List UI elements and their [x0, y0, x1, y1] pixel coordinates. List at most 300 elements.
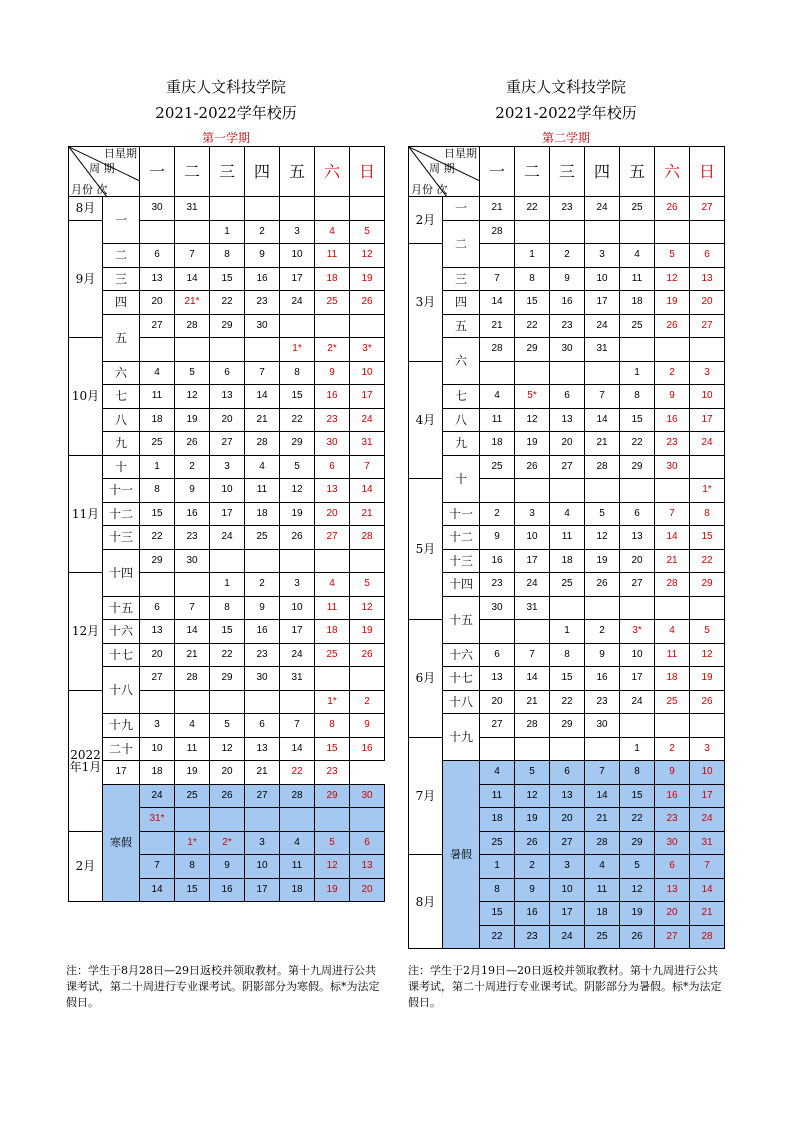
date-cell: 29 — [515, 338, 550, 362]
corner-label-week: 周 期 — [89, 162, 115, 175]
date-cell: 4 — [315, 573, 350, 597]
semester-title: 第一学期 — [201, 131, 250, 145]
date-cell: 10 — [280, 244, 315, 268]
date-cell: 13 — [210, 385, 245, 409]
date-cell: 19 — [585, 549, 620, 573]
table-row — [409, 596, 725, 620]
date-cell: 12 — [280, 479, 315, 503]
date-cell: 28 — [175, 667, 210, 691]
date-cell: 1 — [620, 737, 655, 761]
date-cell — [480, 737, 515, 761]
date-cell: 31 — [280, 667, 315, 691]
corner-label-weekday: 日星期 — [444, 147, 477, 160]
date-cell: 1 — [210, 573, 245, 597]
weekday-header: 日 — [350, 147, 385, 197]
date-cell: 12 — [655, 267, 690, 291]
date-cell — [480, 244, 515, 268]
date-cell: 5 — [315, 831, 350, 855]
date-cell: 25 — [480, 831, 515, 855]
month-cell: 2月 — [409, 197, 443, 244]
date-cell: 28 — [585, 455, 620, 479]
date-cell: 12 — [585, 526, 620, 550]
date-cell: 9 — [245, 596, 280, 620]
date-cell: 8 — [620, 385, 655, 409]
date-cell: 8 — [550, 643, 585, 667]
weekday-header: 二 — [175, 147, 210, 197]
table-row — [69, 267, 385, 291]
date-cell: 21 — [515, 690, 550, 714]
date-cell: 23 — [315, 408, 350, 432]
week-number-cell: 十五 — [103, 596, 140, 620]
month-cell: 7月 — [409, 737, 443, 855]
date-cell — [210, 197, 245, 221]
table-row — [409, 667, 725, 691]
date-cell — [480, 361, 515, 385]
date-cell: 14 — [655, 526, 690, 550]
table-row — [409, 432, 725, 456]
date-cell: 14 — [585, 408, 620, 432]
date-cell: 28 — [690, 925, 725, 949]
date-cell: 18 — [550, 549, 585, 573]
week-number-cell: 五 — [443, 314, 480, 338]
date-cell: 11 — [245, 479, 280, 503]
date-cell — [350, 808, 385, 832]
date-cell — [245, 690, 280, 714]
date-cell: 18 — [655, 667, 690, 691]
date-cell: 27 — [620, 573, 655, 597]
date-cell: 23 — [245, 643, 280, 667]
date-cell: 17 — [280, 267, 315, 291]
week-number-cell: 十九 — [103, 714, 140, 738]
date-cell: 17 — [350, 385, 385, 409]
date-cell: 24 — [690, 432, 725, 456]
date-cell: 5 — [350, 220, 385, 244]
date-cell: 26 — [655, 314, 690, 338]
date-cell — [140, 573, 175, 597]
date-cell: 2 — [175, 455, 210, 479]
date-cell: 8 — [210, 244, 245, 268]
date-cell: 20 — [480, 690, 515, 714]
date-cell: 19 — [690, 667, 725, 691]
date-cell: 3 — [690, 737, 725, 761]
date-cell: 27 — [550, 831, 585, 855]
date-cell: 15 — [515, 291, 550, 315]
date-cell — [175, 338, 210, 362]
date-cell: 4 — [620, 244, 655, 268]
weekday-header: 二 — [515, 147, 550, 197]
date-cell: 4 — [585, 855, 620, 879]
date-cell: 30 — [315, 432, 350, 456]
weekday-header: 日 — [690, 147, 725, 197]
date-cell — [690, 338, 725, 362]
date-cell: 21 — [585, 808, 620, 832]
date-cell: 29 — [620, 831, 655, 855]
date-cell: 4 — [280, 831, 315, 855]
date-cell — [175, 573, 210, 597]
date-cell — [280, 197, 315, 221]
date-cell: 25 — [620, 314, 655, 338]
date-cell: 15 — [175, 878, 210, 902]
month-cell: 10月 — [69, 338, 103, 456]
date-cell: 25 — [480, 455, 515, 479]
date-cell — [350, 667, 385, 691]
weekday-header: 四 — [245, 147, 280, 197]
date-cell: 18 — [480, 808, 515, 832]
date-cell: 19 — [315, 878, 350, 902]
date-cell: 14 — [140, 878, 175, 902]
week-number-cell: 十九 — [443, 714, 480, 761]
date-cell: 28 — [480, 220, 515, 244]
date-cell: 17 — [620, 667, 655, 691]
week-number-cell: 十三 — [103, 526, 140, 550]
table-row — [409, 643, 725, 667]
weekday-header: 三 — [210, 147, 245, 197]
date-cell: 25 — [620, 197, 655, 221]
date-cell: 30 — [585, 714, 620, 738]
date-cell: 13 — [140, 620, 175, 644]
month-cell: 6月 — [409, 620, 443, 738]
date-cell: 23 — [655, 808, 690, 832]
date-cell: 16 — [550, 291, 585, 315]
date-cell — [315, 667, 350, 691]
date-cell: 29 — [210, 667, 245, 691]
date-cell: 12 — [350, 244, 385, 268]
date-cell: 18 — [245, 502, 280, 526]
month-cell: 11月 — [69, 455, 103, 573]
date-cell: 5 — [515, 761, 550, 785]
date-cell: 9 — [655, 385, 690, 409]
date-cell: 11 — [480, 784, 515, 808]
date-cell: 14 — [480, 291, 515, 315]
date-cell: 27 — [210, 432, 245, 456]
date-cell: 1 — [550, 620, 585, 644]
week-number-cell: 十五 — [443, 596, 480, 643]
date-cell — [480, 620, 515, 644]
date-cell: 8 — [210, 596, 245, 620]
semester-1-table — [68, 146, 385, 902]
table-row — [409, 502, 725, 526]
date-cell: 21 — [175, 643, 210, 667]
date-cell: 6 — [550, 385, 585, 409]
month-cell: 9月 — [69, 220, 103, 338]
date-cell — [690, 596, 725, 620]
date-cell: 16 — [210, 878, 245, 902]
date-cell: 26 — [655, 197, 690, 221]
date-cell: 24 — [585, 197, 620, 221]
table-row — [409, 455, 725, 479]
date-cell: 21 — [655, 549, 690, 573]
semester-title: 第二学期 — [541, 131, 590, 145]
date-cell: 12 — [515, 408, 550, 432]
date-cell: 6 — [140, 244, 175, 268]
table-row — [409, 761, 725, 785]
date-cell: 8 — [280, 361, 315, 385]
date-cell: 21 — [350, 502, 385, 526]
date-cell — [315, 808, 350, 832]
date-cell — [245, 808, 280, 832]
date-cell: 20 — [550, 432, 585, 456]
date-cell: 30 — [655, 455, 690, 479]
date-cell: 28 — [585, 831, 620, 855]
date-cell: 20 — [210, 761, 245, 785]
date-cell: 17 — [585, 291, 620, 315]
date-cell: 3 — [280, 220, 315, 244]
date-cell — [620, 338, 655, 362]
date-cell: 20 — [620, 549, 655, 573]
week-number-cell: 三 — [103, 267, 140, 291]
date-cell: 23 — [245, 291, 280, 315]
date-cell: 25 — [585, 925, 620, 949]
table-row — [409, 197, 725, 221]
date-cell: 22 — [280, 408, 315, 432]
date-cell: 27 — [550, 455, 585, 479]
date-cell: 24 — [585, 314, 620, 338]
date-cell: 16 — [480, 549, 515, 573]
date-cell: 30 — [655, 831, 690, 855]
date-cell: 12 — [315, 855, 350, 879]
table-row — [409, 385, 725, 409]
date-cell: 5 — [655, 244, 690, 268]
date-cell: 23 — [480, 573, 515, 597]
header-corner — [409, 147, 480, 197]
table-row — [69, 620, 385, 644]
date-cell: 22 — [620, 432, 655, 456]
date-cell — [550, 596, 585, 620]
date-cell — [655, 220, 690, 244]
date-cell: 22 — [515, 314, 550, 338]
date-cell: 10 — [690, 761, 725, 785]
date-cell: 19 — [280, 502, 315, 526]
vacation-label: 寒假 — [103, 784, 140, 902]
table-row — [69, 385, 385, 409]
date-cell: 18 — [140, 761, 175, 785]
date-cell: 3 — [245, 831, 280, 855]
date-cell: 7 — [175, 244, 210, 268]
week-number-cell: 八 — [103, 408, 140, 432]
date-cell: 8 — [175, 855, 210, 879]
date-cell: 15 — [480, 902, 515, 926]
table-row — [69, 737, 385, 761]
date-cell: 4 — [315, 220, 350, 244]
date-cell: 12 — [350, 596, 385, 620]
date-cell: 14 — [350, 479, 385, 503]
date-cell — [620, 714, 655, 738]
date-cell: 21 — [585, 432, 620, 456]
date-cell: 8 — [515, 267, 550, 291]
date-cell: 18 — [140, 408, 175, 432]
date-cell: 3 — [280, 573, 315, 597]
week-number-cell: 二十 — [103, 737, 140, 761]
corner-label-month: 月份 次 — [71, 183, 108, 196]
table-row — [69, 784, 385, 808]
date-cell: 17 — [245, 878, 280, 902]
date-cell: 10 — [550, 878, 585, 902]
table-row — [409, 314, 725, 338]
week-number-cell: 十八 — [443, 690, 480, 714]
date-cell: 6 — [620, 502, 655, 526]
date-cell: 4 — [480, 385, 515, 409]
date-cell: 29 — [140, 549, 175, 573]
date-cell: 2 — [655, 737, 690, 761]
date-cell: 31* — [140, 808, 175, 832]
date-cell: 10 — [620, 643, 655, 667]
week-number-cell: 十八 — [103, 667, 140, 714]
date-cell: 22 — [690, 549, 725, 573]
date-cell: 11 — [550, 526, 585, 550]
date-cell: 19 — [655, 291, 690, 315]
date-cell: 9 — [350, 714, 385, 738]
date-cell: 7 — [350, 455, 385, 479]
date-cell: 26 — [350, 643, 385, 667]
date-cell: 7 — [280, 714, 315, 738]
semester-2-calendar — [408, 0, 724, 1122]
date-cell: 10 — [690, 385, 725, 409]
date-cell: 12 — [515, 784, 550, 808]
week-number-cell: 十二 — [443, 526, 480, 550]
semester-note: 注：学生于8月28日—29日返校并领取教材。第十九周进行公共课考试，第二十周进行专业课考试。阴影部分为寒假。标*为法定假日。 — [66, 964, 380, 1009]
date-cell — [550, 479, 585, 503]
date-cell: 2 — [655, 361, 690, 385]
date-cell: 20 — [550, 808, 585, 832]
date-cell: 26 — [515, 831, 550, 855]
date-cell — [315, 197, 350, 221]
week-number-cell: 六 — [103, 361, 140, 385]
date-cell: 31 — [515, 596, 550, 620]
date-cell: 2* — [210, 831, 245, 855]
date-cell: 6 — [550, 761, 585, 785]
date-cell: 27 — [690, 314, 725, 338]
date-cell: 30 — [175, 549, 210, 573]
date-cell — [210, 690, 245, 714]
date-cell — [585, 220, 620, 244]
date-cell: 3 — [140, 714, 175, 738]
date-cell: 27 — [315, 526, 350, 550]
date-cell: 2 — [480, 502, 515, 526]
school-name: 重庆人文科技学院 — [165, 78, 286, 96]
date-cell: 2 — [550, 244, 585, 268]
date-cell: 8 — [620, 761, 655, 785]
date-cell: 1 — [620, 361, 655, 385]
date-cell: 13 — [315, 479, 350, 503]
date-cell: 15 — [210, 267, 245, 291]
date-cell: 4 — [550, 502, 585, 526]
date-cell — [585, 737, 620, 761]
table-row — [69, 197, 385, 221]
date-cell: 22 — [480, 925, 515, 949]
date-cell: 7 — [515, 643, 550, 667]
date-cell: 16 — [175, 502, 210, 526]
date-cell: 22 — [210, 643, 245, 667]
date-cell: 7 — [480, 267, 515, 291]
date-cell — [550, 737, 585, 761]
date-cell: 6 — [655, 855, 690, 879]
table-row — [409, 408, 725, 432]
date-cell: 15 — [210, 620, 245, 644]
date-cell: 14 — [280, 737, 315, 761]
date-cell — [515, 737, 550, 761]
date-cell — [585, 479, 620, 503]
date-cell: 27 — [245, 784, 280, 808]
date-cell: 23 — [550, 197, 585, 221]
date-cell: 9 — [655, 761, 690, 785]
week-number-cell: 十 — [443, 455, 480, 502]
date-cell — [655, 338, 690, 362]
date-cell: 20 — [655, 902, 690, 926]
date-cell: 31 — [175, 197, 210, 221]
date-cell: 28 — [480, 338, 515, 362]
date-cell: 2 — [515, 855, 550, 879]
week-number-cell: 四 — [103, 291, 140, 315]
date-cell: 21 — [245, 761, 280, 785]
date-cell: 30 — [245, 314, 280, 338]
table-row — [69, 714, 385, 738]
month-cell: 3月 — [409, 244, 443, 362]
corner-label-week: 周 期 — [429, 162, 455, 175]
date-cell: 9 — [585, 643, 620, 667]
date-cell: 15 — [140, 502, 175, 526]
date-cell: 18 — [315, 267, 350, 291]
date-cell: 8 — [690, 502, 725, 526]
month-cell: 2022年1月 — [69, 690, 103, 831]
weekday-header: 三 — [550, 147, 585, 197]
date-cell: 7 — [690, 855, 725, 879]
date-cell: 10 — [140, 737, 175, 761]
table-row — [69, 314, 385, 338]
date-cell: 24 — [280, 291, 315, 315]
week-number-cell: 七 — [103, 385, 140, 409]
date-cell: 9 — [245, 244, 280, 268]
semester-2-table — [408, 146, 725, 949]
date-cell: 20 — [140, 291, 175, 315]
week-number-cell: 十四 — [443, 573, 480, 597]
table-row — [69, 291, 385, 315]
date-cell: 5 — [350, 573, 385, 597]
date-cell: 20 — [315, 502, 350, 526]
date-cell: 14 — [690, 878, 725, 902]
date-cell — [585, 596, 620, 620]
date-cell — [350, 314, 385, 338]
table-row — [409, 573, 725, 597]
table-row — [69, 643, 385, 667]
week-number-cell: 二 — [443, 220, 480, 267]
date-cell — [350, 197, 385, 221]
date-cell: 3 — [515, 502, 550, 526]
date-cell — [690, 714, 725, 738]
date-cell: 23 — [175, 526, 210, 550]
date-cell: 28 — [655, 573, 690, 597]
weekday-header: 一 — [140, 147, 175, 197]
date-cell: 25 — [140, 432, 175, 456]
date-cell: 13 — [690, 267, 725, 291]
date-cell: 29 — [690, 573, 725, 597]
date-cell: 1* — [690, 479, 725, 503]
date-cell: 16 — [245, 267, 280, 291]
date-cell: 22 — [515, 197, 550, 221]
academic-year-title: 2021-2022学年校历 — [155, 104, 297, 122]
date-cell: 7 — [175, 596, 210, 620]
date-cell: 19 — [350, 267, 385, 291]
date-cell: 18 — [480, 432, 515, 456]
date-cell: 6 — [245, 714, 280, 738]
date-cell: 27 — [140, 314, 175, 338]
date-cell: 2 — [585, 620, 620, 644]
table-row — [69, 549, 385, 573]
date-cell: 19 — [515, 432, 550, 456]
date-cell: 22 — [280, 761, 315, 785]
date-cell: 11 — [280, 855, 315, 879]
date-cell: 29 — [620, 455, 655, 479]
corner-label-weekday: 日星期 — [104, 147, 137, 160]
